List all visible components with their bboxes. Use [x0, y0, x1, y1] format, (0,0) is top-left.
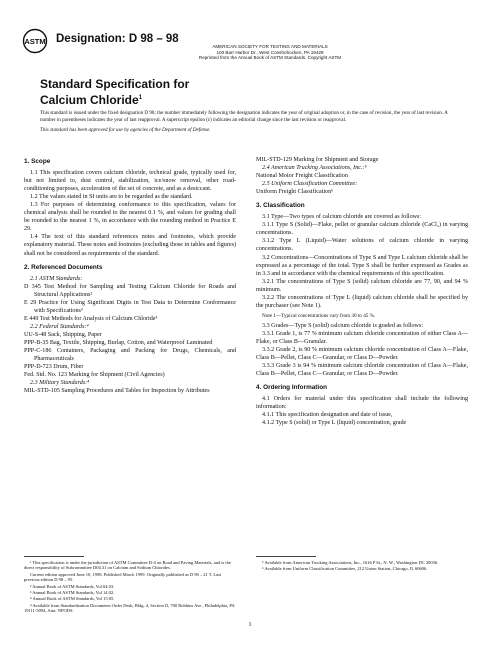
footnote: ³ Annual Book of ASTM Standards, Vol 14.02.: [30, 590, 115, 596]
paragraph: 3.3 Grades—Type S (solid) calcium chloride is graded as follows:: [262, 322, 424, 329]
reference-item: PPP-D-723 Drum, Fiber: [24, 364, 84, 371]
footnote: ⁴ Annual Book of ASTM Standards, Vol 15.05.: [30, 596, 115, 602]
reference-item: National Motor Freight Classification: [256, 173, 348, 180]
astm-logo-icon: [22, 28, 48, 54]
paragraph: 3.2.1 The concentrations of Type S (solid) calcium chloride are 77, 90, and 94 % minimum.: [256, 278, 468, 293]
footnote: ⁵ Available from American Trucking Associations, Inc., 1616 P St., N. W., Washington DC 20036.: [262, 560, 439, 565]
paragraph: 3.2.2 The concentrations of Type L (liquid) calcium chloride shall be specified by the purchaser (see Note 1).: [256, 294, 468, 309]
footnote-divider: [24, 556, 84, 557]
title-line-1: Standard Specification for: [40, 77, 190, 91]
footnotes-right: [256, 560, 468, 573]
page-number: 1: [248, 622, 252, 628]
paragraph: 2.4 American Trucking Associations, Inc.:⁵: [262, 165, 367, 172]
footnote: ⁴ Available from Standardization Documents Order Desk, Bldg. 4, Section D, 700 Robbins Ave., Philadelphia, PA 19111-5094, Attn: NPODS.: [24, 602, 235, 614]
footnote: Current edition approved June 10, 1998. Published March 1999. Originally published as D 98 – 21 T. Last previous edition D 98 – 95.: [24, 571, 222, 583]
paragraph: 2.3 Military Standards:⁴: [30, 380, 90, 387]
paragraph: 3.3.1 Grade 1, is 77 % minimum calcium chloride concentration of either Class A—Flake, or Class B—Granular.: [256, 330, 468, 345]
note: Note 1—Typical concentrations vary from 30 to 45 %.: [262, 312, 376, 319]
publisher-line: Reprinted from the Annual Book of ASTM Standards. Copyright ASTM: [198, 55, 342, 61]
footnote: ⁶ Available from Uniform Classification Committee, 212 Union Station, Chicago, IL 60606.: [262, 566, 428, 572]
paragraph: 3.1.2 Type L (Liquid)—Water solutions of calcium chloride in varying concentrations.: [256, 238, 468, 253]
paragraph: 1.3 For purposes of determining conformance to this specification, values for chemical analysis shall be rounded to the nearest 0.1 %, and values for grading shall be rounded to the nearest 1 %, in accordance with the rounding method in Practice E 29.: [24, 202, 236, 233]
section-heading-referenced-documents: 2. Referenced Documents: [24, 263, 103, 271]
paragraph: 3.3.2 Grade 2, is 90 % minimum calcium chloride concentration of Class A—Flake, Class B—Pellet, Class C—Granular, or Class D—Powder.: [256, 347, 468, 362]
footnote-divider: [256, 556, 316, 557]
left-column: [24, 156, 236, 395]
dod-approval-note: This standard has been approved for use by agencies of the Department of Defense.: [40, 126, 211, 133]
reference-item: E 449 Test Methods for Analysis of Calcium Chloride³: [24, 315, 158, 322]
paragraph: 4.1.1 This specification designation and date of issue,: [262, 412, 393, 419]
title-line-2: Calcium Chloride$^1$: [40, 92, 143, 107]
notice-paragraph: This standard is issued under the fixed designation D 98; the number immediately following the designation indicates the year of original adoption or, in the case of revision, the year of last revision. A number in parentheses indicates the year of last reapproval. A superscript epsilon (ε) indicates an editorial change since the last revision or reapproval.: [40, 110, 448, 123]
reference-item: MIL-STD-129 Marking for Shipment and Storage: [256, 157, 379, 163]
paragraph: 2.1 ASTM Standards:: [30, 275, 83, 282]
paragraph: 1.4 The text of this standard references notes and footnotes, which provide explanatory material. These notes and footnotes (excluding those in tables and figures) shall not be considered as requirements of the standard.: [24, 234, 236, 257]
reference-item: D 345 Test Method for Sampling and Testing Calcium Chloride for Roads and Structural Applications²: [24, 283, 236, 298]
section-heading-ordering-information: 4. Ordering Information: [256, 384, 328, 392]
publisher-line: 100 Barr Harbor Dr., West Conshohocken, PA 19428: [216, 49, 324, 55]
footnote: ² Annual Book of ASTM Standards, Vol 04.03.: [30, 583, 115, 589]
reference-item: E 29 Practice for Using Significant Digits in Test Data to Determine Conformance with Specifications³: [24, 299, 236, 314]
reference-item: UU-S-48 Sack, Shipping, Paper: [24, 331, 102, 338]
reference-item: PPP-C-186 Containers, Packaging and Packing for Drugs, Chemicals, and Pharmaceuticals: [24, 348, 236, 363]
paragraph: 2.5 Uniform Classification Committee:: [262, 181, 358, 188]
paragraph: 4.1 Orders for material under this specification shall include the following information:: [256, 396, 468, 411]
paragraph: 3.1.1 Type S (Solid)—Flake, pellet or granular calcium chloride (CaCl₂) in varying concentrations.: [256, 222, 468, 237]
section-heading-classification: 3. Classification: [256, 202, 305, 210]
publisher-line: AMERICAN SOCIETY FOR TESTING AND MATERIALS: [212, 44, 328, 49]
section-heading-scope: 1. Scope: [24, 158, 51, 165]
paragraph: 1.2 The values stated in SI units are to be regarded as the standard.: [30, 194, 193, 201]
document-title: [40, 78, 189, 107]
paragraph: 3.2 Concentrations—Concentrations of Type S and Type L calcium chloride shall be expressed as a percentage of the total. Type S shall be further expressed as Grades as in 3.3 and in accordance with the chemical requirements of this specification.: [256, 254, 468, 277]
designation: Designation: D 98 – 98: [56, 33, 179, 45]
reference-item: Uniform Freight Classification⁶: [256, 189, 334, 196]
paragraph: 4.1.2 Type S (solid) or Type L (liquid) concentration, grade: [262, 420, 407, 427]
reference-item: MIL-STD-105 Sampling Procedures and Tables for Inspection by Attributes: [24, 388, 210, 395]
svg-text:ASTM: ASTM: [24, 37, 46, 46]
paragraph: 1.1 This specification covers calcium chloride, technical grade, typically used for, but not limited to, dust control, stabilization, ice/snow removal, other road-conditioning purposes, acceleration of the set of concrete, and as a desiccant.: [24, 170, 236, 193]
paragraph: 2.2 Federal Standards:⁴: [30, 323, 89, 330]
paragraph: 3.1 Type—Two types of calcium chloride are covered as follows:: [262, 214, 422, 221]
footnotes-left: [24, 560, 236, 615]
reference-item: PPP-B-35 Bag, Textile, Shipping, Burlap, Cotton, and Waterproof Laminated: [24, 339, 213, 346]
reference-item: Fed. Std. No. 123 Marking for Shipment (Civil Agencies): [24, 372, 165, 379]
footnote: ¹ This specification is under the jurisdiction of ASTM Committee D-4 on Road and Paving Materials, and is the direct responsibility of Subcommittee D04.31 on Calcium and Sodium Chlorides.: [24, 560, 231, 571]
right-column: [256, 156, 468, 427]
standard-notice: [40, 110, 460, 136]
publisher-block: [160, 44, 380, 61]
paragraph: 3.3.3 Grade 3 is 94 % minimum calcium chloride concentration of Class A—Flake, Class B—Pellet, Class C—Granular, or Class D—Powder.: [256, 363, 468, 378]
